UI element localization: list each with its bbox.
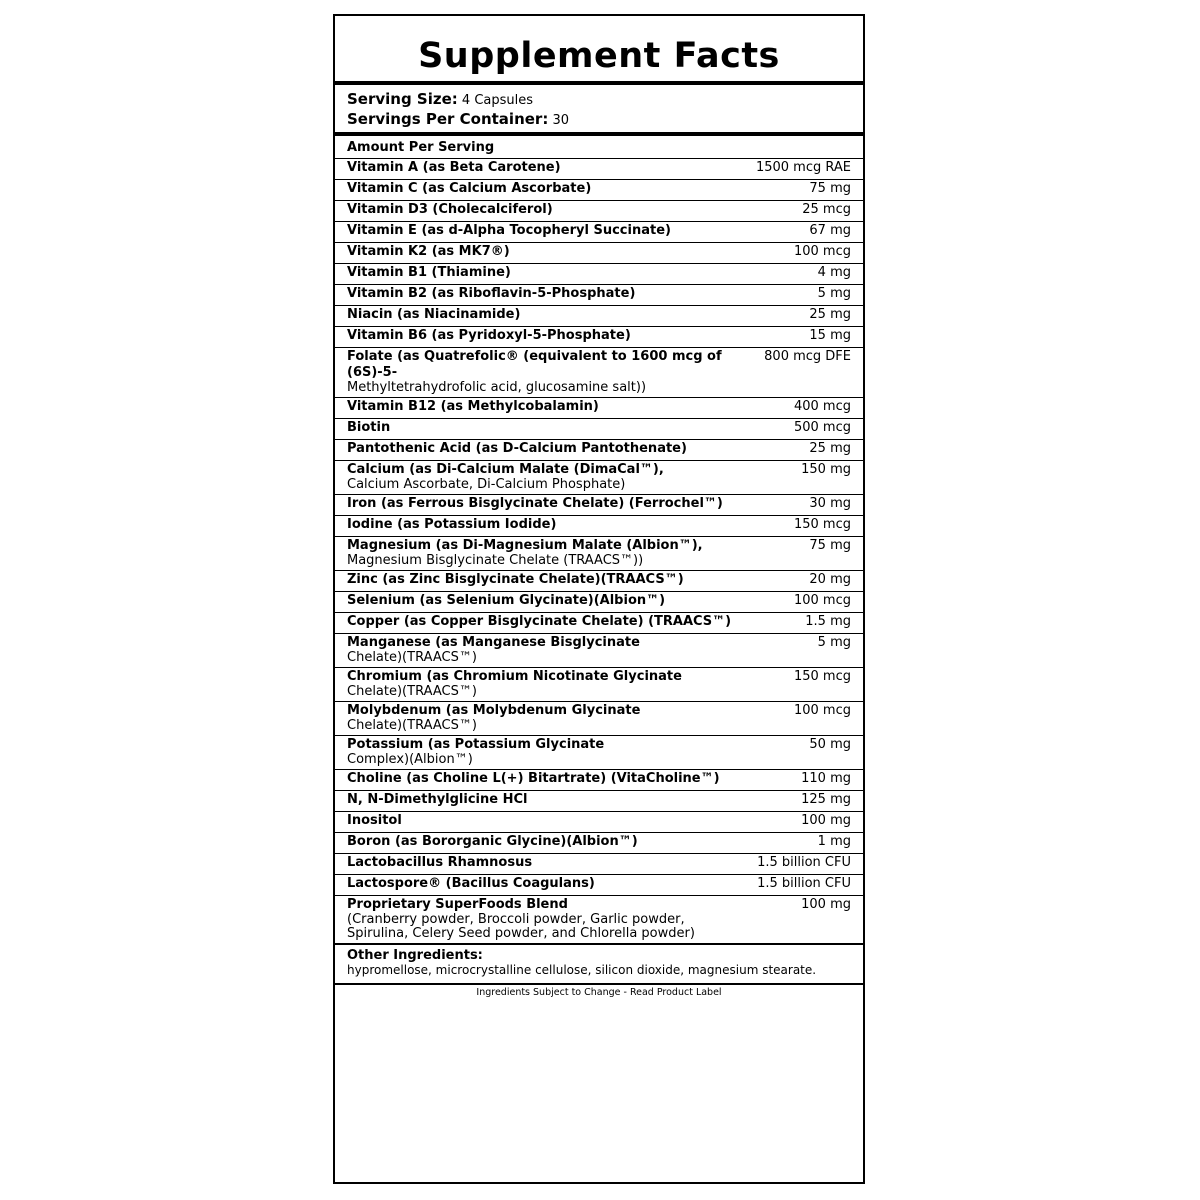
serving-size-label: Serving Size:: [347, 90, 458, 108]
nutrient-row: [335, 736, 863, 770]
supplement-facts-label: [333, 14, 865, 1184]
nutrient-row: [335, 201, 863, 222]
nutrient-row: [335, 180, 863, 201]
nutrient-amount: 800 mcg DFE: [764, 349, 851, 364]
nutrient-name: Niacin (as Niacinamide): [347, 307, 521, 322]
nutrient-source-detail: Chelate)(TRAACS™): [347, 718, 477, 733]
nutrient-row: [335, 348, 863, 398]
nutrient-amount: 5 mg: [817, 286, 851, 301]
nutrient-name-block: [347, 286, 635, 302]
nutrient-amount: 67 mg: [809, 223, 851, 238]
nutrient-row: [335, 264, 863, 285]
footer-note: Ingredients Subject to Change - Read Product Label: [476, 987, 722, 998]
nutrient-list: [335, 159, 863, 943]
nutrient-row: [335, 668, 863, 702]
nutrient-amount: 75 mg: [809, 538, 851, 553]
nutrient-name: Vitamin E (as d-Alpha Tocopheryl Succinate): [347, 223, 671, 238]
nutrient-name-block: [347, 244, 510, 260]
nutrient-name-block: [347, 265, 511, 281]
nutrient-name: Vitamin B6 (as Pyridoxyl-5-Phosphate): [347, 328, 631, 343]
nutrient-name-block: [347, 181, 591, 197]
nutrient-name: Vitamin K2 (as MK7®): [347, 244, 510, 259]
nutrient-source-detail: Magnesium Bisglycinate Chelate (TRAACS™)): [347, 553, 644, 568]
nutrient-row: [335, 243, 863, 264]
nutrient-name: Molybdenum (as Molybdenum Glycinate: [347, 703, 641, 718]
nutrient-name: Potassium (as Potassium Glycinate: [347, 737, 605, 752]
nutrient-amount: 150 mcg: [793, 669, 851, 684]
nutrient-row: [335, 222, 863, 243]
nutrient-amount: 100 mg: [801, 813, 851, 828]
nutrient-amount: 500 mcg: [793, 420, 851, 435]
nutrient-amount: 1.5 billion CFU: [757, 855, 851, 870]
nutrient-row: [335, 634, 863, 668]
nutrient-source-detail: Chelate)(TRAACS™): [347, 650, 477, 665]
nutrient-amount: 100 mg: [801, 897, 851, 912]
nutrient-name: Vitamin B1 (Thiamine): [347, 265, 511, 280]
nutrient-name: Chromium (as Chromium Nicotinate Glycinate: [347, 669, 682, 684]
nutrient-name-block: [347, 737, 604, 767]
nutrient-name: Iodine (as Potassium Iodide): [347, 517, 557, 532]
nutrient-name: Lactospore® (Bacillus Coagulans): [347, 876, 595, 891]
amount-per-serving-header: Amount Per Serving: [335, 136, 863, 159]
nutrient-amount: 5 mg: [817, 635, 851, 650]
nutrient-name: Lactobacillus Rhamnosus: [347, 855, 533, 870]
nutrient-amount: 400 mcg: [793, 399, 851, 414]
nutrient-amount: 15 mg: [809, 328, 851, 343]
nutrient-name: Vitamin D3 (Cholecalciferol): [347, 202, 553, 217]
nutrient-row: [335, 398, 863, 419]
nutrient-name-block: [347, 517, 556, 533]
nutrient-row: [335, 571, 863, 592]
nutrient-name-block: [347, 771, 720, 787]
nutrient-source-detail: Chelate)(TRAACS™): [347, 684, 477, 699]
nutrient-row: [335, 440, 863, 461]
nutrient-amount: 25 mcg: [802, 202, 851, 217]
serving-size-line: [347, 89, 851, 109]
nutrient-row: [335, 896, 863, 943]
nutrient-amount: 1.5 mg: [805, 614, 851, 629]
nutrient-name-block: [347, 496, 723, 512]
nutrient-amount: 100 mcg: [793, 593, 851, 608]
nutrient-name: Boron (as Bororganic Glycine)(Albion™): [347, 834, 638, 849]
nutrient-amount: 125 mg: [801, 792, 851, 807]
nutrient-name-block: [347, 328, 631, 344]
servings-per-container-value: 30: [552, 113, 570, 128]
nutrient-name-block: [347, 792, 527, 808]
nutrient-amount: 1.5 billion CFU: [757, 876, 851, 891]
nutrient-name-block: [347, 572, 684, 588]
nutrient-amount: 25 mg: [809, 441, 851, 456]
nutrient-name: Vitamin B12 (as Methylcobalamin): [347, 399, 599, 414]
nutrient-row: [335, 833, 863, 854]
nutrient-row: [335, 159, 863, 180]
nutrient-amount: 4 mg: [817, 265, 851, 280]
nutrient-row: [335, 537, 863, 571]
nutrient-amount: 1500 mcg RAE: [755, 160, 851, 175]
nutrient-name-block: [347, 897, 732, 941]
nutrient-name: Choline (as Choline L(+) Bitartrate) (VitaCholine™): [347, 771, 720, 786]
other-ingredients-text: hypromellose, microcrystalline cellulose, silicon dioxide, magnesium stearate.: [347, 963, 817, 977]
nutrient-name-block: [347, 538, 703, 568]
serving-info: [335, 85, 863, 132]
nutrient-amount: 25 mg: [809, 307, 851, 322]
nutrient-name: Magnesium (as Di-Magnesium Malate (Albion™),: [347, 538, 703, 553]
nutrient-name: Proprietary SuperFoods Blend: [347, 897, 568, 912]
nutrient-row: [335, 702, 863, 736]
nutrient-name: Folate (as Quatrefolic® (equivalent to 1600 mcg of (6S)-5-: [347, 349, 722, 380]
nutrient-name: Manganese (as Manganese Bisglycinate: [347, 635, 640, 650]
nutrient-amount: 150 mg: [801, 462, 851, 477]
nutrient-name-block: [347, 635, 640, 665]
nutrient-name-block: [347, 307, 520, 323]
nutrient-amount: 1 mg: [817, 834, 851, 849]
nutrient-name-block: [347, 349, 732, 395]
nutrient-name-block: [347, 876, 595, 892]
nutrient-row: [335, 495, 863, 516]
nutrient-name: Vitamin B2 (as Riboflavin-5-Phosphate): [347, 286, 636, 301]
nutrient-name-block: [347, 160, 561, 176]
nutrient-name: Selenium (as Selenium Glycinate)(Albion™): [347, 593, 666, 608]
nutrient-name: N, N-Dimethylglicine HCl: [347, 792, 528, 807]
nutrient-name: Vitamin A (as Beta Carotene): [347, 160, 561, 175]
nutrient-name-block: [347, 703, 640, 733]
nutrient-row: [335, 285, 863, 306]
nutrient-row: [335, 516, 863, 537]
nutrient-row: [335, 592, 863, 613]
nutrient-name: Iron (as Ferrous Bisglycinate Chelate) (Ferrochel™): [347, 496, 723, 511]
nutrient-name-block: [347, 202, 553, 218]
nutrient-row: [335, 461, 863, 495]
nutrient-name-block: [347, 855, 532, 871]
nutrient-amount: 20 mg: [809, 572, 851, 587]
nutrient-amount: 100 mcg: [793, 244, 851, 259]
nutrient-source-detail: Calcium Ascorbate, Di-Calcium Phosphate): [347, 477, 626, 492]
nutrient-amount: 75 mg: [809, 181, 851, 196]
nutrient-name: Calcium (as Di-Calcium Malate (DimaCal™),: [347, 462, 664, 477]
servings-per-container-label: Servings Per Container:: [347, 110, 549, 128]
nutrient-row: [335, 419, 863, 440]
nutrient-name-block: [347, 420, 390, 436]
nutrient-row: [335, 854, 863, 875]
serving-size-value: 4 Capsules: [461, 93, 534, 108]
nutrient-name-block: [347, 223, 671, 239]
nutrient-name: Copper (as Copper Bisglycinate Chelate) (TRAACS™): [347, 614, 732, 629]
nutrient-row: [335, 306, 863, 327]
servings-per-container-line: [347, 109, 851, 129]
nutrient-name: Zinc (as Zinc Bisglycinate Chelate)(TRAACS™): [347, 572, 684, 587]
nutrient-amount: 150 mcg: [793, 517, 851, 532]
nutrient-amount: 110 mg: [801, 771, 851, 786]
nutrient-source-detail: Complex)(Albion™): [347, 752, 473, 767]
nutrient-row: [335, 613, 863, 634]
nutrient-name-block: [347, 462, 664, 492]
nutrient-name: Inositol: [347, 813, 402, 828]
nutrient-row: [335, 770, 863, 791]
nutrient-name-block: [347, 441, 687, 457]
nutrient-row: [335, 812, 863, 833]
nutrient-name-block: [347, 813, 402, 829]
nutrient-source-detail: Methyltetrahydrofolic acid, glucosamine salt)): [347, 380, 647, 395]
nutrient-name-block: [347, 834, 638, 850]
nutrient-row: [335, 327, 863, 348]
nutrient-amount: 100 mcg: [793, 703, 851, 718]
nutrient-name: Biotin: [347, 420, 391, 435]
nutrient-name: Vitamin C (as Calcium Ascorbate): [347, 181, 592, 196]
nutrient-name: Pantothenic Acid (as D-Calcium Pantothenate): [347, 441, 687, 456]
nutrient-name-block: [347, 593, 665, 609]
nutrient-source-detail: (Cranberry powder, Broccoli powder, Garlic powder, Spirulina, Celery Seed powder, and Chlorella powder): [347, 912, 695, 941]
nutrient-name-block: [347, 399, 599, 415]
other-ingredients-label: Other Ingredients:: [347, 948, 483, 963]
nutrient-amount: 30 mg: [809, 496, 851, 511]
label-title: Supplement Facts: [418, 36, 780, 76]
nutrient-name-block: [347, 669, 682, 699]
nutrient-name-block: [347, 614, 731, 630]
nutrient-row: [335, 791, 863, 812]
nutrient-row: [335, 875, 863, 896]
other-ingredients: [335, 945, 863, 983]
nutrient-amount: 50 mg: [809, 737, 851, 752]
